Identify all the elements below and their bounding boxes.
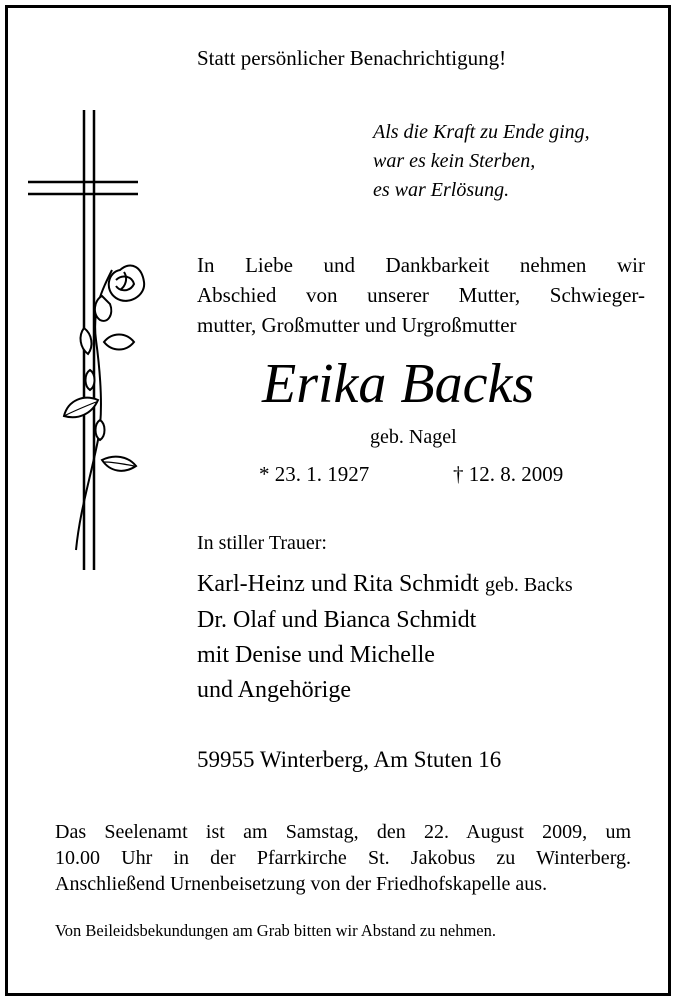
birth-date: * 23. 1. 1927 bbox=[259, 462, 370, 486]
family-list bbox=[197, 567, 573, 708]
service-line: Anschließend Urnenbeisetzung von der Friedhofskapelle aus. bbox=[55, 873, 548, 895]
address: 59955 Winterberg, Am Stuten 16 bbox=[197, 747, 502, 772]
maiden-name: geb. Nagel bbox=[370, 426, 457, 448]
service-line: 10.00 Uhr in der Pfarrkirche St. Jakobus zu Winterberg. bbox=[55, 847, 631, 869]
cross-icon bbox=[28, 110, 148, 585]
intro-line: mutter, Großmutter und Urgroßmutter bbox=[197, 313, 517, 337]
poem-line: war es kein Sterben, bbox=[373, 150, 536, 172]
service-info bbox=[55, 819, 631, 897]
poem-line: Als die Kraft zu Ende ging, bbox=[373, 121, 590, 143]
intro-text bbox=[197, 250, 645, 340]
poem-line: es war Erlösung. bbox=[373, 179, 510, 201]
deceased-name: Erika Backs bbox=[262, 353, 535, 415]
poem bbox=[373, 118, 590, 205]
family-name-suffix: geb. Backs bbox=[484, 574, 573, 596]
closing-note: Von Beileidsbekundungen am Grab bitten wir Abstand zu nehmen. bbox=[55, 921, 496, 940]
rose-icon bbox=[64, 266, 144, 550]
family-name: Karl-Heinz und Rita Schmidt bbox=[197, 571, 479, 597]
mourning-label: In stiller Trauer: bbox=[197, 532, 327, 554]
intro-line: Abschied von unserer Mutter, Schwieger- bbox=[197, 283, 645, 307]
notice-header: Statt persönlicher Benachrichtigung! bbox=[197, 46, 507, 70]
family-line: mit Denise und Michelle bbox=[197, 642, 435, 668]
family-line: und Angehörige bbox=[197, 677, 351, 703]
service-line: Das Seelenamt ist am Samstag, den 22. August 2009, um bbox=[55, 821, 631, 843]
family-line bbox=[197, 567, 573, 603]
death-date: † 12. 8. 2009 bbox=[453, 462, 564, 486]
family-line: Dr. Olaf und Bianca Schmidt bbox=[197, 607, 477, 633]
intro-line: In Liebe und Dankbarkeit nehmen wir bbox=[197, 253, 645, 277]
